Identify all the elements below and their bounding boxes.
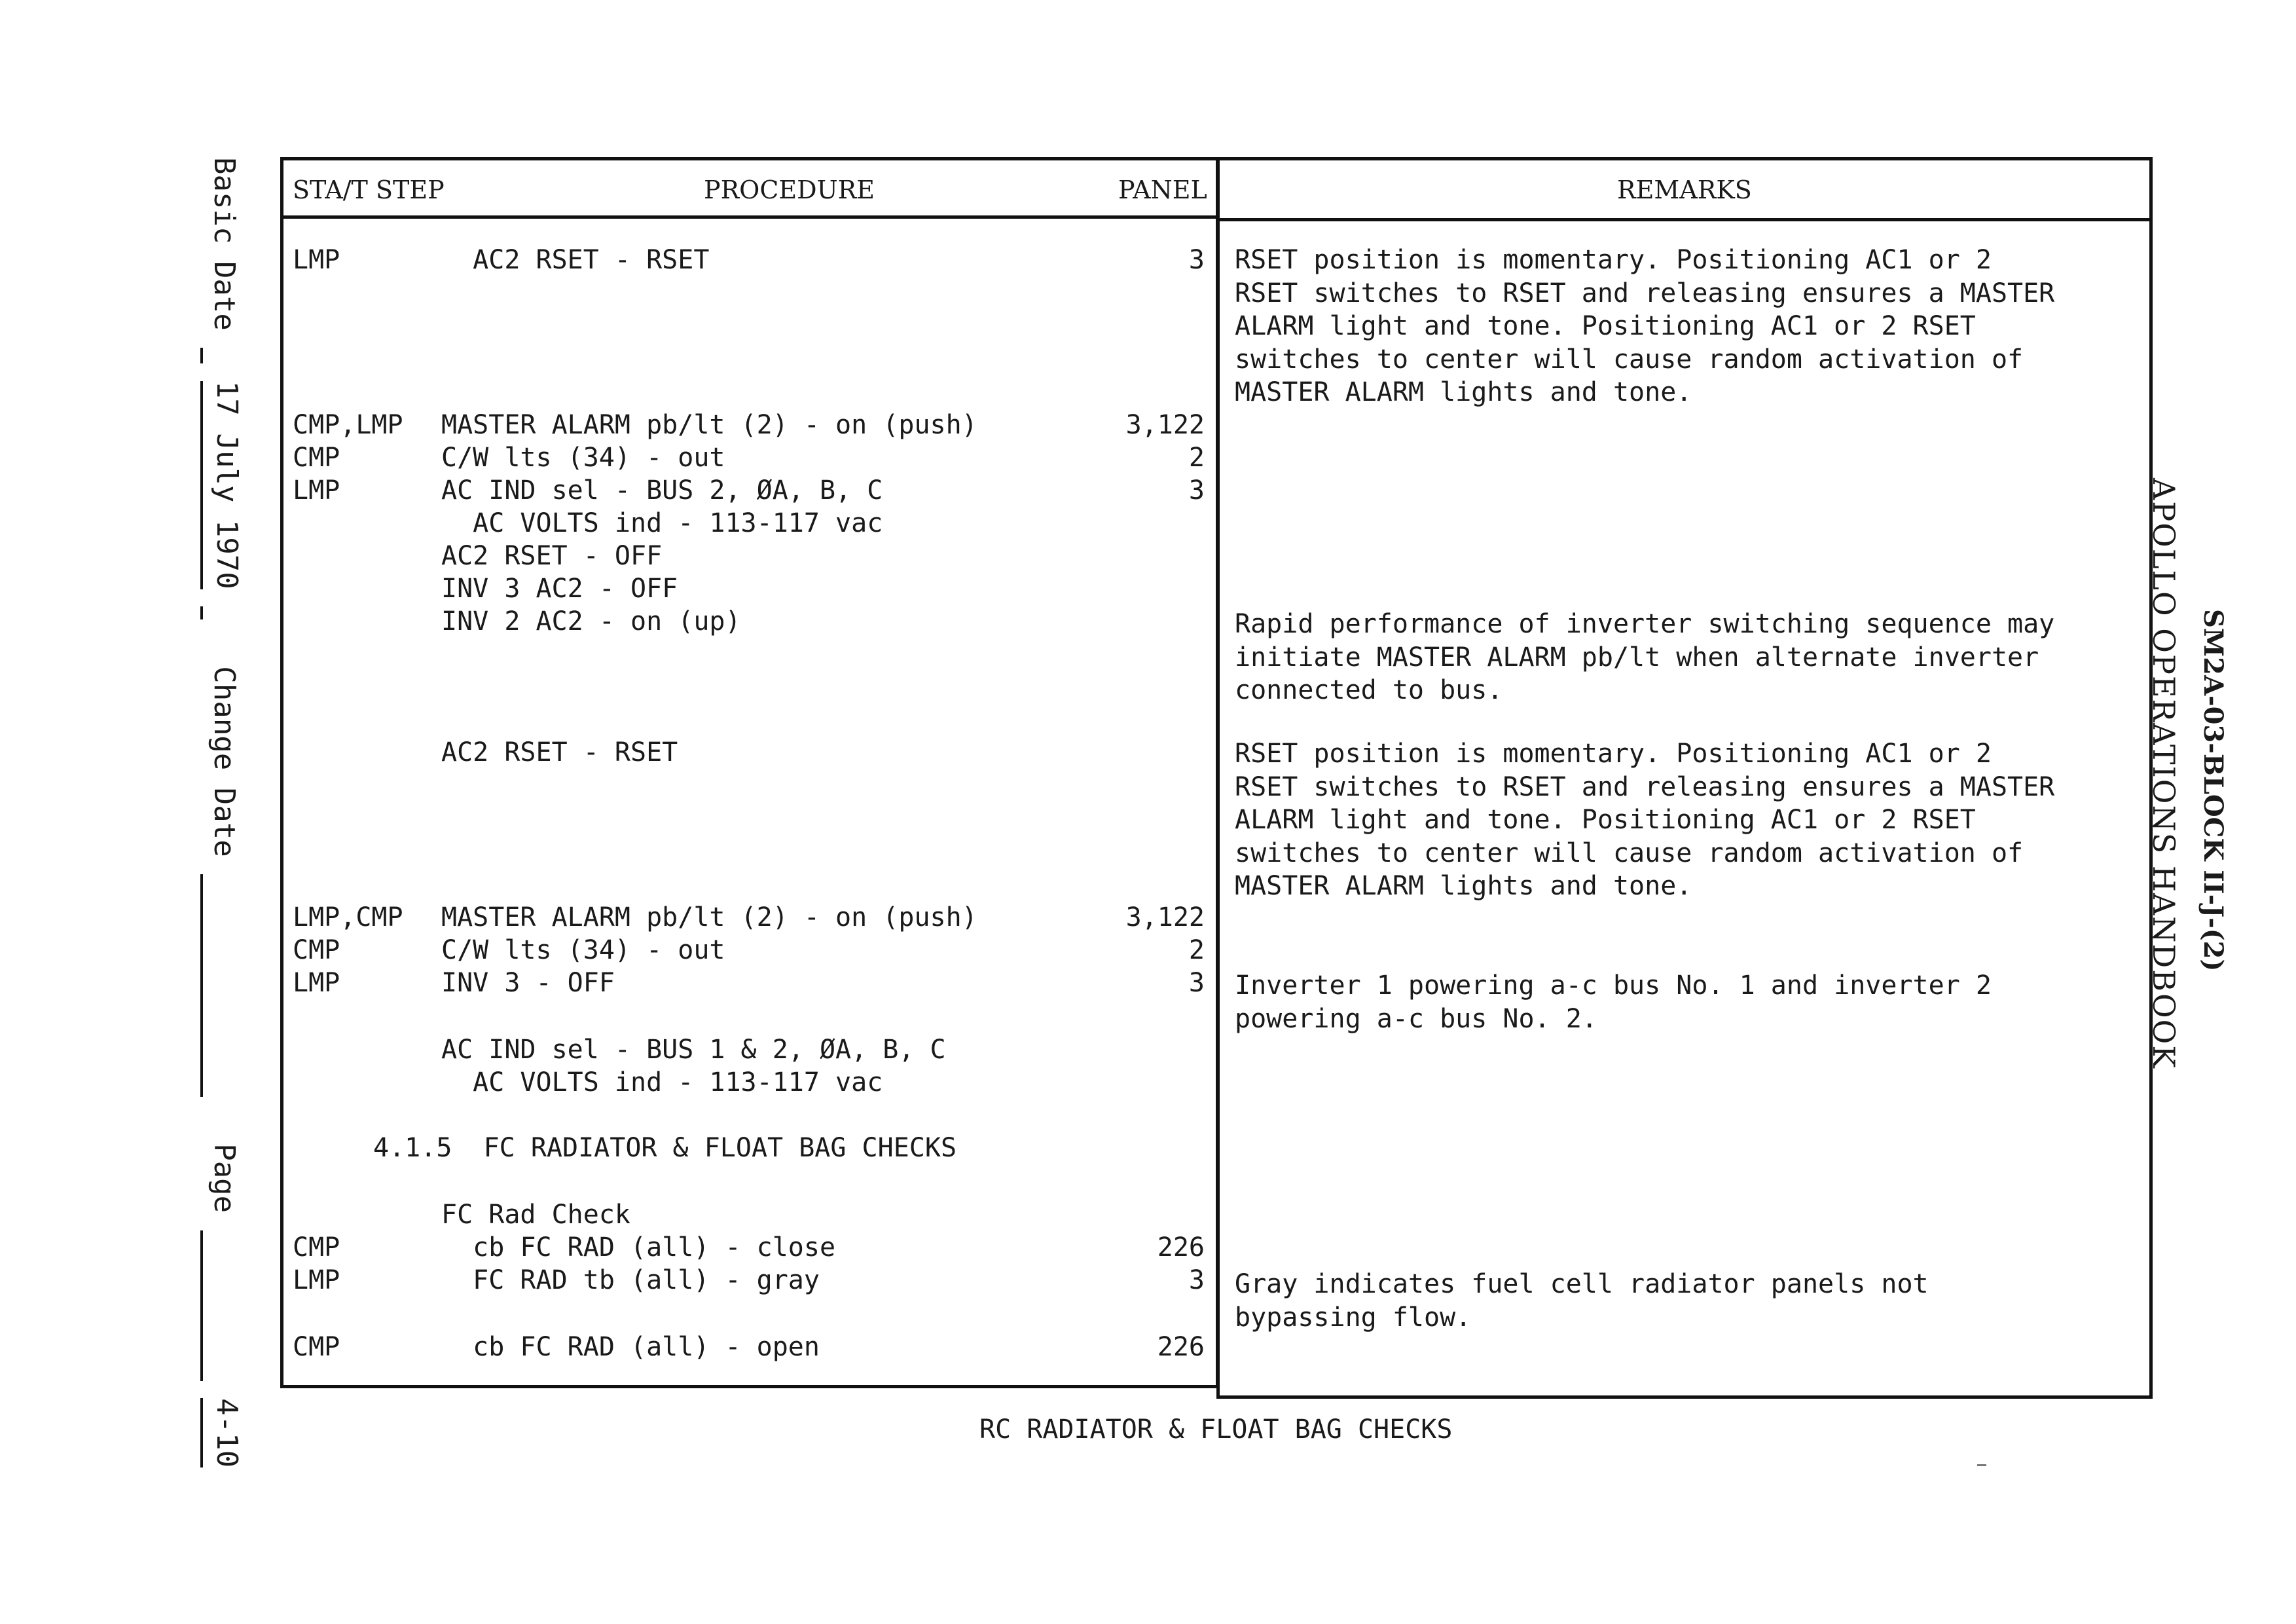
row-panel: 3	[1188, 245, 1205, 275]
row-sta: CMP,LMP	[293, 410, 403, 440]
change-date-label: Change Date	[208, 666, 241, 857]
document-number: SM2A-03-BLOCK II-J-(2)	[2198, 609, 2229, 972]
row-sta: LMP	[293, 968, 340, 998]
row-procedure: MASTER ALARM pb/lt (2) - on (push)	[441, 902, 977, 932]
subsection-heading: FC Rad Check	[441, 1200, 630, 1230]
remark-line: RSET switches to RSET and releasing ensures a MASTER	[1235, 278, 2055, 308]
page-label: Page	[208, 1143, 241, 1213]
remark-line: MASTER ALARM lights and tone.	[1235, 377, 1692, 407]
remark-line: Inverter 1 powering a-c bus No. 1 and inverter 2	[1235, 970, 1992, 1001]
row-sta: LMP	[293, 475, 340, 506]
remark-block	[1235, 737, 2138, 903]
row-procedure: MASTER ALARM pb/lt (2) - on (push)	[441, 410, 977, 440]
row-procedure: AC2 RSET - OFF	[441, 541, 663, 571]
row-panel: 226	[1157, 1332, 1205, 1362]
basic-date-label: Basic Date	[208, 157, 241, 331]
row-panel: 226	[1157, 1232, 1205, 1263]
remark-line: bypassing flow.	[1235, 1302, 1472, 1333]
remark-line: MASTER ALARM lights and tone.	[1235, 871, 1692, 901]
row-procedure: INV 3 AC2 - OFF	[441, 574, 678, 604]
remark-line: RSET position is momentary. Positioning AC1 or 2	[1235, 245, 1992, 275]
basic-date-underline-tail	[200, 606, 229, 619]
left-margin-strip	[203, 157, 250, 1468]
row-sta: LMP	[293, 245, 340, 275]
row-panel: 3	[1188, 968, 1205, 998]
remark-line: powering a-c bus No. 2.	[1235, 1003, 1597, 1034]
row-procedure: AC IND sel - BUS 1 & 2, ØA, B, C	[441, 1035, 946, 1065]
row-sta: CMP	[293, 1232, 340, 1263]
row-procedure: cb FC RAD (all) - close	[441, 1232, 836, 1263]
row-procedure: INV 2 AC2 - on (up)	[441, 606, 741, 637]
row-sta: CMP	[293, 443, 340, 473]
page-blank	[200, 1230, 229, 1381]
header-rule-right	[1216, 218, 2153, 221]
row-panel: 3	[1188, 475, 1205, 506]
remark-line: RSET position is momentary. Positioning AC1 or 2	[1235, 739, 1992, 769]
change-date-blank	[200, 874, 229, 1097]
row-sta: LMP,CMP	[293, 902, 403, 932]
row-procedure: C/W lts (34) - out	[441, 935, 725, 965]
remark-line: Rapid performance of inverter switching sequence may	[1235, 609, 2055, 639]
row-procedure: AC VOLTS ind - 113-117 vac	[441, 1067, 883, 1098]
basic-date-value: 17 July 1970	[200, 381, 250, 589]
remark-line: Gray indicates fuel cell radiator panels not	[1235, 1269, 1929, 1299]
row-procedure: AC2 RSET - RSET	[441, 245, 710, 275]
header-rule-left	[280, 215, 1219, 219]
row-procedure: INV 3 - OFF	[441, 968, 615, 998]
row-procedure: cb FC RAD (all) - open	[441, 1332, 820, 1362]
row-procedure: AC VOLTS ind - 113-117 vac	[441, 508, 883, 538]
stray-mark	[1977, 1464, 1986, 1466]
row-procedure: C/W lts (34) - out	[441, 443, 725, 473]
remark-line: RSET switches to RSET and releasing ensures a MASTER	[1235, 771, 2055, 802]
remark-block	[1235, 969, 2138, 1035]
section-heading: 4.1.5 FC RADIATOR & FLOAT BAG CHECKS	[373, 1133, 957, 1163]
header-procedure: PROCEDURE	[704, 175, 875, 204]
row-sta: LMP	[293, 1265, 340, 1295]
page-number: 4-10	[200, 1398, 250, 1467]
row-panel: 3,122	[1125, 902, 1205, 932]
row-procedure: AC2 RSET - RSET	[441, 737, 678, 767]
remark-block	[1235, 608, 2138, 707]
procedure-table-box	[280, 157, 1219, 1388]
remark-line: switches to center will cause random activation of	[1235, 344, 2024, 375]
row-panel: 3	[1188, 1265, 1205, 1295]
basic-date-underline-lead	[200, 348, 229, 363]
row-sta: CMP	[293, 1332, 340, 1362]
remark-line: ALARM light and tone. Positioning AC1 or 2 RSET	[1235, 311, 1976, 341]
header-remarks: REMARKS	[1617, 175, 1752, 204]
remark-line: initiate MASTER ALARM pb/lt when alternate inverter	[1235, 642, 2039, 673]
row-sta: CMP	[293, 935, 340, 965]
row-panel: 2	[1188, 935, 1205, 965]
remark-block	[1235, 1268, 2138, 1334]
header-panel: PANEL	[1118, 175, 1207, 204]
row-panel: 3,122	[1125, 410, 1205, 440]
page-caption: RC RADIATOR & FLOAT BAG CHECKS	[979, 1414, 1453, 1445]
remark-block	[1235, 244, 2138, 409]
row-procedure: AC IND sel - BUS 2, ØA, B, C	[441, 475, 883, 506]
handbook-title: APOLLO OPERATIONS HANDBOOK	[2146, 478, 2181, 1069]
remark-line: connected to bus.	[1235, 675, 1503, 705]
remark-line: ALARM light and tone. Positioning AC1 or 2 RSET	[1235, 805, 1976, 835]
remark-line: switches to center will cause random activation of	[1235, 838, 2024, 868]
header-sta-step: STA/T STEP	[293, 175, 445, 204]
row-procedure: FC RAD tb (all) - gray	[441, 1265, 820, 1295]
row-panel: 2	[1188, 443, 1205, 473]
